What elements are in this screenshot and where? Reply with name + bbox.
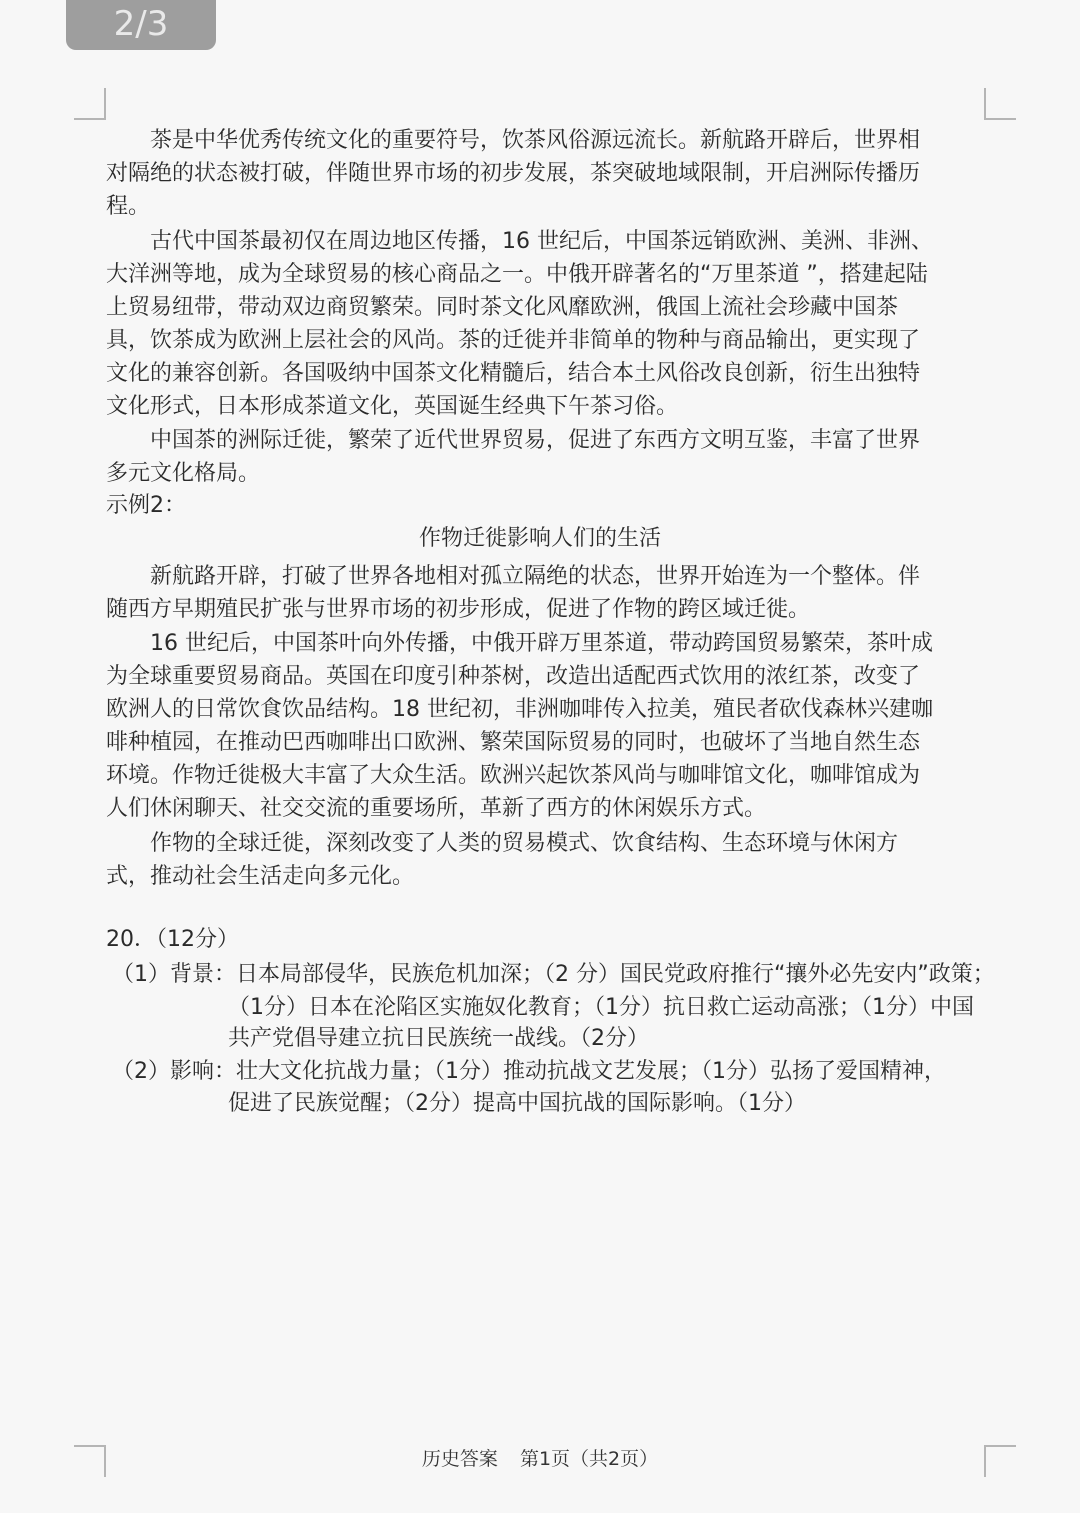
answer-line: （2）影响：壮大文化抗战力量；（1分）推动抗战文艺发展；（1分）弘扬了爱国精神，: [112, 1059, 946, 1084]
text-line: 人们休闲聊天、社交交流的重要场所，革新了西方的休闲娱乐方式。: [106, 796, 767, 821]
example-title: 作物迁徙影响人们的生活: [418, 526, 661, 551]
text-line: 环境。作物迁徙极大丰富了大众生活。欧洲兴起饮茶风尚与咖啡馆文化，咖啡馆成为: [106, 763, 921, 788]
text-line: 上贸易纽带，带动双边商贸繁荣。同时茶文化风靡欧洲，俄国上流社会珍藏中国茶: [106, 295, 899, 320]
text-line: 多元文化格局。: [106, 461, 261, 486]
text-line: 随西方早期殖民扩张与世界市场的初步形成，促进了作物的跨区域迁徙。: [106, 597, 811, 622]
page-indicator-text: 2/3: [113, 4, 169, 44]
text-line: 新航路开辟，打破了世界各地相对孤立隔绝的状态，世界开始连为一个整体。伴: [150, 564, 921, 589]
text-line: 茶是中华优秀传统文化的重要符号，饮茶风俗源远流长。新航路开辟后，世界相: [150, 128, 921, 153]
text-line: 为全球重要贸易商品。英国在印度引种茶树，改造出适配西式饮用的浓红茶，改变了: [106, 664, 921, 689]
footer-subject: 历史答案: [421, 1448, 498, 1470]
text-line: 大洋洲等地，成为全球贸易的核心商品之一。中俄开辟著名的“万里茶道 ”，搭建起陆: [106, 262, 928, 287]
text-line: 具，饮茶成为欧洲上层社会的风尚。茶的迁徙并非简单的物种与商品输出，更实现了: [106, 328, 921, 353]
page-footer: [0, 1444, 1080, 1471]
text-line: 文化形式，日本形成茶道文化，英国诞生经典下午茶习俗。: [106, 394, 679, 419]
answer-line: 共产党倡导建立抗日民族统一战线。（2分）: [228, 1026, 649, 1051]
example-label: 示例2：: [106, 493, 186, 518]
text-line: 对隔绝的状态被打破，伴随世界市场的初步发展，茶突破地域限制，开启洲际传播历: [106, 161, 921, 186]
text-line: 古代中国茶最初仅在周边地区传播，16 世纪后，中国茶远销欧洲、美洲、非洲、: [150, 229, 933, 254]
page-indicator-badge: [66, 0, 216, 50]
text-line: 文化的兼容创新。各国吸纳中国茶文化精髓后，结合本土风俗改良创新，衍生出独特: [106, 361, 921, 386]
answer-line: 促进了民族觉醒；（2分）提高中国抗战的国际影响。（1分）: [228, 1091, 806, 1116]
answer-line: （1）背景：日本局部侵华，民族危机加深；（2 分）国民党政府推行“攘外必先安内”政策；: [112, 962, 995, 987]
text-line: 程。: [106, 194, 151, 219]
text-line: 欧洲人的日常饮食饮品结构。18 世纪初，非洲咖啡传入拉美，殖民者砍伐森林兴建咖: [106, 697, 933, 722]
text-line: 作物的全球迁徙，深刻改变了人类的贸易模式、饮食结构、生态环境与休闲方: [150, 831, 899, 856]
crop-mark-top-left: [74, 88, 106, 120]
text-line: 16 世纪后，中国茶叶向外传播，中俄开辟万里茶道，带动跨国贸易繁荣，茶叶成: [150, 631, 933, 656]
footer-page-number: 第1页（共2页）: [519, 1448, 659, 1470]
question-header: 20．（12分）: [106, 927, 239, 952]
text-line: 式，推动社会生活走向多元化。: [106, 864, 415, 889]
text-line: 中国茶的洲际迁徙，繁荣了近代世界贸易，促进了东西方文明互鉴，丰富了世界: [150, 428, 921, 453]
crop-mark-top-right: [984, 88, 1016, 120]
text-line: 啡种植园，在推动巴西咖啡出口欧洲、繁荣国际贸易的同时，也破坏了当地自然生态: [106, 730, 921, 755]
answer-line: （1分）日本在沦陷区实施奴化教育；（1分）抗日救亡运动高涨；（1分）中国: [228, 995, 974, 1020]
